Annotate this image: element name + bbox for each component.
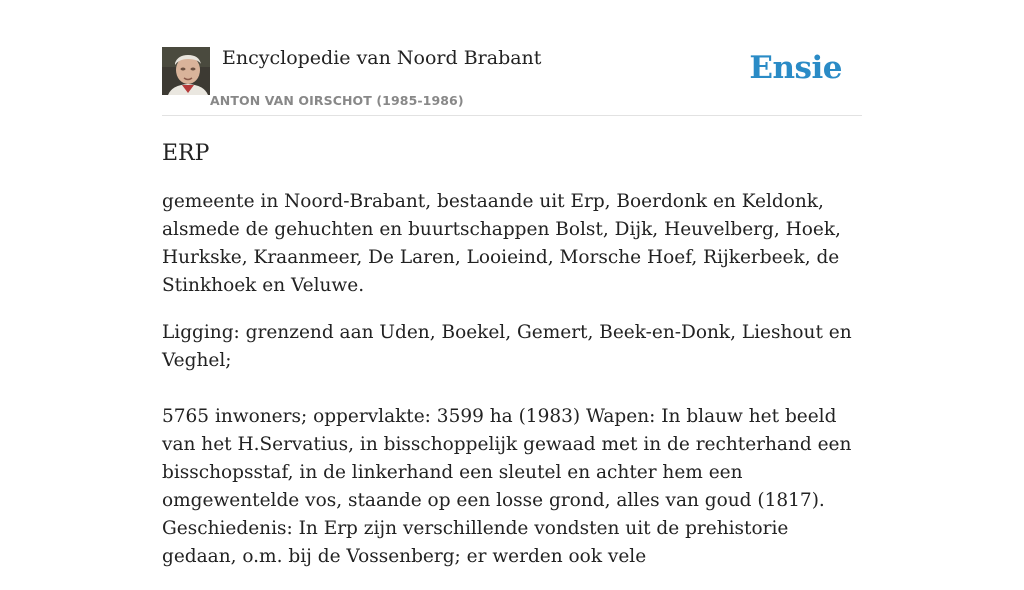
author-name[interactable]: ANTON VAN OIRSCHOT (1985-1986) bbox=[210, 93, 464, 108]
article-paragraph: Ligging: grenzend aan Uden, Boekel, Gemert, Beek-en-Donk, Lieshout en Veghel; 5765 inwoners; oppervlakte: 3599 ha (1983) Wapen: In blauw het beeld van het H.Servatius, in bisschoppelijk gewaad met in de rechterhand een bisschopsstaf, in de linkerhand een sleutel en achter hem een omgewentelde vos, staande op een losse grond, alles van goud (1817). Geschiedenis: In Erp zijn verschillende vondsten uit de prehistorie gedaan, o.m. bij de Vossenberg; er werden ook vele bbox=[162, 322, 852, 567]
header-divider bbox=[162, 115, 862, 116]
author-avatar[interactable] bbox=[162, 47, 210, 95]
portrait-photo-icon bbox=[162, 47, 210, 95]
article-title: ERP bbox=[162, 141, 210, 166]
source-title[interactable]: Encyclopedie van Noord Brabant bbox=[222, 47, 542, 69]
article-header bbox=[162, 46, 862, 116]
ensie-logo[interactable]: Ensie bbox=[749, 50, 842, 86]
article-paragraph: gemeente in Noord-Brabant, bestaande uit Erp, Boerdonk en Keldonk, alsmede de gehuchten en buurtschappen Bolst, Dijk, Heuvelberg, Hoek, Hurkske, Kraanmeer, De Laren, Looieind, Morsche Hoef, Rijkerbeek, de Stinkhoek en Veluwe. bbox=[162, 191, 841, 296]
article-body bbox=[162, 138, 864, 590]
